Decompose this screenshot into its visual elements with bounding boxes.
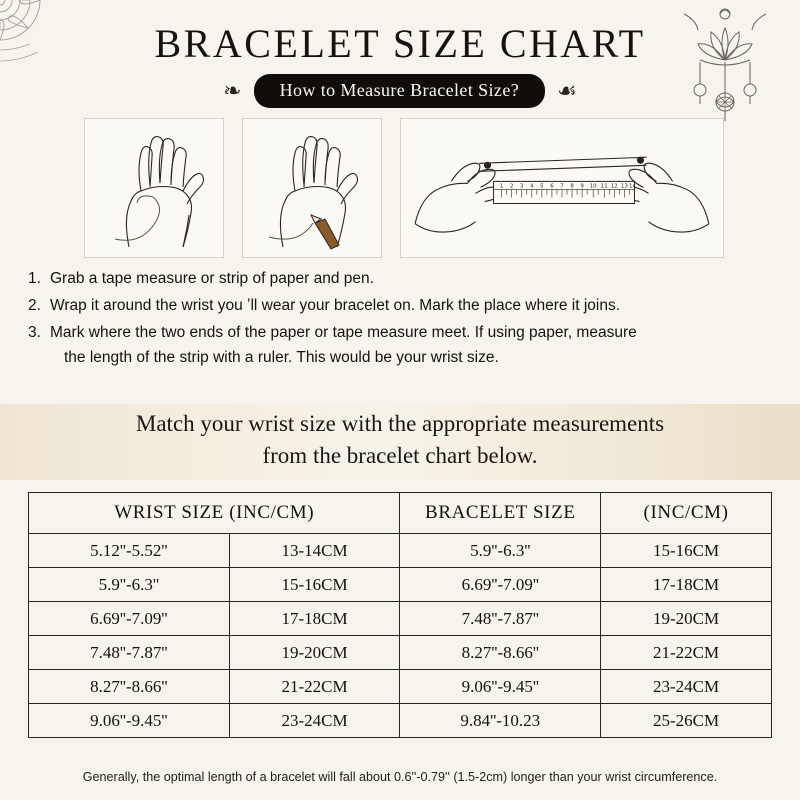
list-item [28, 266, 776, 291]
svg-text:7: 7 [560, 183, 564, 190]
flourish-left-icon: ❧ [223, 78, 242, 103]
illustration-hand-with-tape-strip [84, 118, 224, 258]
footer-note: Generally, the optimal length of a bracelet will fall about 0.6''-0.79'' (1.5-2cm) longer than your wrist circumference. [82, 770, 718, 784]
cell-bracelet-inch: 5.9''-6.3'' [400, 534, 601, 568]
size-table [28, 492, 772, 738]
cell-wrist-inch: 6.69''-7.09'' [29, 602, 230, 636]
list-item [28, 293, 776, 318]
cell-bracelet-cm: 17-18CM [601, 568, 772, 602]
illustration-hand-with-pen-marking [242, 118, 382, 258]
cell-bracelet-inch: 7.48''-7.87'' [400, 602, 601, 636]
svg-text:4: 4 [530, 183, 534, 190]
step-text: Grab a tape measure or strip of paper and pen. [50, 270, 374, 287]
column-header-wrist-size: WRIST SIZE (INC/CM) [29, 493, 400, 534]
step-text-line1: Mark where the two ends of the paper or tape measure meet. If using paper, measure [50, 324, 637, 342]
cell-bracelet-cm: 15-16CM [601, 534, 772, 568]
cell-wrist-inch: 5.12''-5.52'' [29, 534, 230, 568]
cell-wrist-cm: 15-16CM [229, 568, 400, 602]
table-row [29, 568, 772, 602]
svg-text:6: 6 [550, 183, 554, 190]
step-text [50, 320, 776, 370]
flourish-right-icon: ☙ [557, 78, 577, 103]
step-number: 1. [28, 270, 41, 287]
step-text: Wrap it around the wrist you ʼll wear your bracelet on. Mark the place where it joins. [50, 297, 621, 315]
svg-text:9: 9 [580, 183, 584, 190]
svg-text:13: 13 [620, 183, 628, 190]
cell-bracelet-cm: 21-22CM [601, 636, 772, 670]
step-number: 3. [28, 324, 41, 342]
subtitle-badge: How to Measure Bracelet Size? [254, 74, 546, 108]
cell-bracelet-inch: 6.69''-7.09'' [400, 568, 601, 602]
svg-text:1: 1 [499, 183, 504, 190]
table-row [29, 636, 772, 670]
cell-bracelet-cm: 23-24CM [601, 670, 772, 704]
illustration-row [84, 118, 724, 258]
cell-wrist-cm: 19-20CM [229, 636, 400, 670]
table-header-row [29, 493, 772, 534]
band-heading-line1: Match your wrist size with the appropriate measurements [135, 411, 665, 436]
cell-wrist-cm: 21-22CM [229, 670, 400, 704]
cell-bracelet-inch: 9.84''-10.23 [400, 704, 601, 738]
band-heading [0, 408, 800, 471]
cell-wrist-cm: 13-14CM [229, 534, 400, 568]
svg-text:5: 5 [540, 183, 544, 190]
svg-text:11: 11 [600, 183, 608, 190]
table-row [29, 670, 772, 704]
cell-bracelet-cm: 25-26CM [601, 704, 772, 738]
svg-text:2: 2 [509, 183, 514, 190]
cell-bracelet-inch: 9.06''-9.45'' [400, 670, 601, 704]
subtitle-row [0, 74, 800, 108]
instruction-steps [28, 266, 776, 372]
column-header-bracelet-units: (INC/CM) [601, 493, 772, 534]
step-text-line2: the length of the strip with a ruler. This would be your wrist size. [64, 349, 499, 367]
table-row [29, 602, 772, 636]
column-header-bracelet-size: BRACELET SIZE [400, 493, 601, 534]
list-item [28, 320, 776, 370]
table-row [29, 704, 772, 738]
svg-text:10: 10 [589, 183, 597, 190]
band-heading-line2: from the bracelet chart below. [262, 442, 538, 468]
cell-wrist-inch: 7.48''-7.87'' [29, 636, 230, 670]
svg-text:8: 8 [570, 183, 574, 190]
cell-wrist-inch: 8.27''-8.66'' [29, 670, 230, 704]
cell-wrist-inch: 9.06''-9.45'' [29, 704, 230, 738]
svg-text:3: 3 [520, 183, 524, 190]
svg-text:14: 14 [628, 183, 636, 190]
cell-bracelet-cm: 19-20CM [601, 602, 772, 636]
cell-wrist-cm: 23-24CM [229, 704, 400, 738]
table-row [29, 534, 772, 568]
svg-text:12: 12 [610, 183, 618, 190]
illustration-hands-measuring-with-ruler [400, 118, 724, 258]
cell-bracelet-inch: 8.27''-8.66'' [400, 636, 601, 670]
cell-wrist-cm: 17-18CM [229, 602, 400, 636]
page-title: BRACELET SIZE CHART [154, 21, 646, 66]
step-number: 2. [28, 297, 41, 315]
cell-wrist-inch: 5.9''-6.3'' [29, 568, 230, 602]
